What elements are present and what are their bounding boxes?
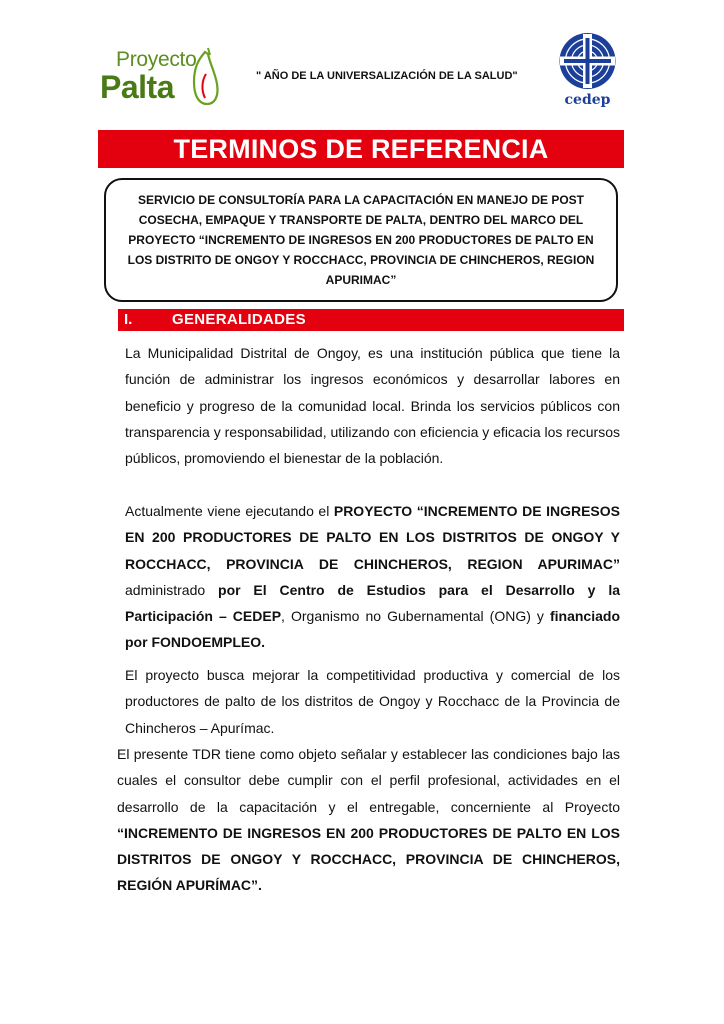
avocado-icon [188,46,222,108]
section-number: I. [124,311,133,328]
p2-bold-proyecto: PROYECTO “INCREMENTO DE INGRESOS EN 200 PRODUCTORES DE PALTO EN LOS DISTRITOS DE ONGOY Y ROCCHACC, PROVINCIA DE CHINCHEROS, REGION APURIMAC” [125,503,620,572]
section-heading [118,309,624,331]
title-banner [98,130,624,168]
p2-bold-cedep: por El Centro de Estudios para el Desarrollo y la Participación – CEDEP [125,581,621,625]
cedep-emblem-icon [545,30,630,92]
p2-text-2: administrado [125,581,219,598]
paragraph-objetivo: El proyecto busca mejorar la competitividad productiva y comercial de los productores de palto de los distritos de Ongoy y Rocchacc de la Provincia de Chincheros – Apurímac. [125,667,620,736]
logo-word-proyecto: Proyecto [116,48,197,71]
cedep-logo [545,30,630,110]
subject-box [104,178,618,302]
p2-bold-fondoempleo: financiado por FONDOEMPLEO. [125,608,620,651]
p2-text-3: , Organismo no Gubernamental (ONG) y [281,608,550,625]
subject-text: SERVICIO DE CONSULTORÍA PARA LA CAPACITACIÓN EN MANEJO DE POST COSECHA, EMPAQUE Y TRANSPORTE DE PALTA, DENTRO DEL MARCO DEL PROYECTO “INCREMENTO DE INGRESOS EN 200 PRODUCTORES DE PALTO EN LOS DISTRITO DE ONGOY Y ROCCHACC, PROVINCIA DE CHINCHEROS, REGION APURIMAC” [127,193,595,287]
section-title: GENERALIDADES [172,311,306,328]
header-slogan: " AÑO DE LA UNIVERSALIZACIÓN DE LA SALUD" [256,70,518,82]
p4-text-1: El presente TDR tiene como objeto señalar y establecer las condiciones bajo las cuales el consultor debe cumplir con el perfil profesional, actividades en el desarrollo de la capacitación y el entregable, concerniente al Proyecto [117,746,620,815]
p2-text-1: Actualmente viene ejecutando el [125,503,334,519]
logo-word-palta: Palta [100,69,174,105]
paragraph-municipalidad: La Municipalidad Distrital de Ongoy, es una institución pública que tiene la función de administrar los ingresos económicos y desarrollar labores en beneficio y progreso de la comunidad local. Brinda los servicios públicos con transparencia y responsabilidad, utilizando con eficiencia y eficacia los recursos públicos, promoviendo el bienestar de la población. [125,345,620,467]
cedep-wordmark: cedep [564,92,611,108]
page-title: TERMINOS DE REFERENCIA [173,133,549,164]
paragraph-tdr [117,741,620,899]
paragraph-proyecto [125,498,620,656]
proyecto-palta-logo [98,38,223,108]
p4-bold-proyecto: “INCREMENTO DE INGRESOS EN 200 PRODUCTORES DE PALTO EN LOS DISTRITOS DE ONGOY Y ROCCHACC, PROVINCIA DE CHINCHEROS, REGIÓN APURÍMAC”. [117,824,620,894]
